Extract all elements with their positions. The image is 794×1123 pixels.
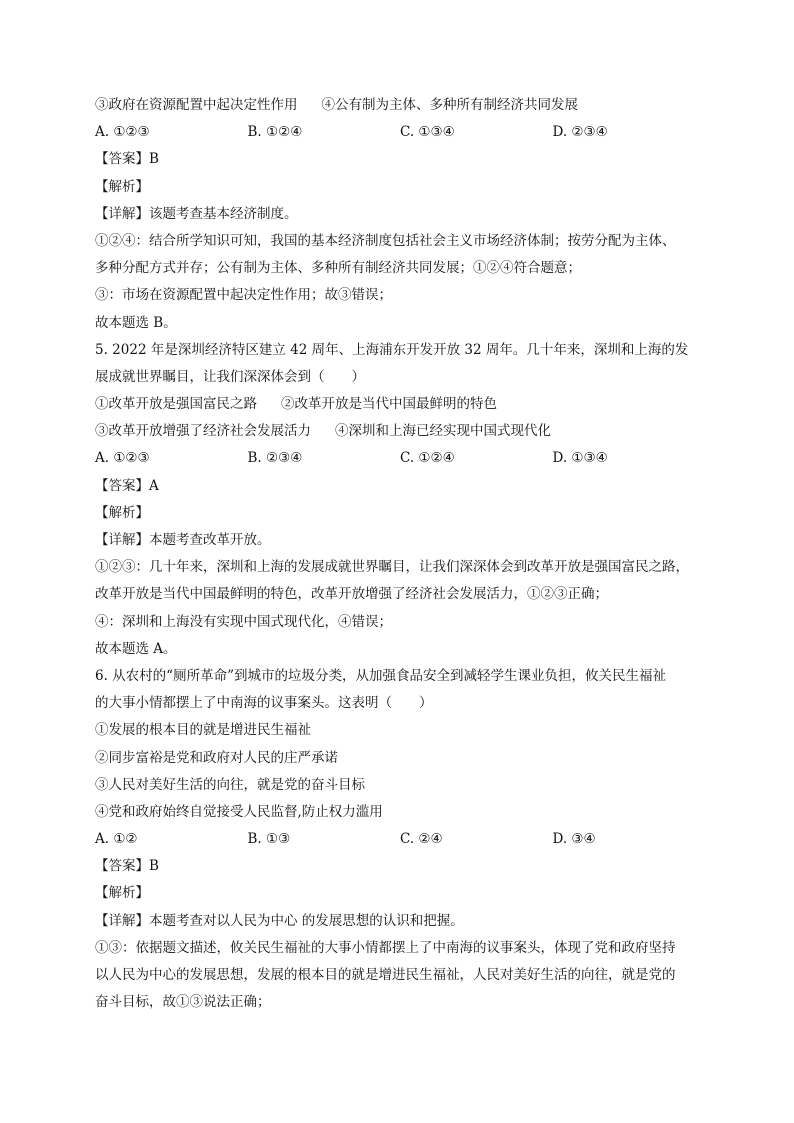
q5-statement-1: ①改革开放是强国富民之路 — [95, 396, 257, 413]
q5-option-c: C. ①②④ — [400, 450, 455, 467]
document-page — [95, 92, 705, 1016]
q4-statements-row — [95, 92, 705, 119]
q4-option-b: B. ①②④ — [247, 124, 303, 141]
q5-option-a: A. ①②③ — [95, 450, 150, 467]
q5-explanation-line: ④：深圳和上海没有实现中国式现代化，④错误； — [95, 613, 392, 630]
q4-explanation-line: ①②④：结合所学知识可知，我国的基本经济制度包括社会主义市场经济体制；按劳分配为主体、 — [95, 232, 676, 249]
q6-stem: 的大事小情都摆上了中南海的议事案头。这表明（ ） — [95, 695, 433, 712]
q5-options — [95, 445, 705, 472]
q4-answer: 【答案】B — [95, 151, 159, 168]
q6-option-c: C. ②④ — [400, 831, 443, 848]
q5-option-d: D. ①③④ — [552, 450, 608, 467]
q6-explanation-line: ①③：依据题文描述，攸关民生福祉的大事小情都摆上了中南海的议事案头，体现了党和政府坚持 — [95, 939, 676, 956]
q4-conclusion: 故本题选 B。 — [95, 314, 177, 331]
q6-statement-2: ②同步富裕是党和政府对人民的庄严承诺 — [95, 749, 338, 766]
q5-stem: 5. 2022 年是深圳经济特区建立 42 周年、上海浦东开发开放 32 周年。几十年来，深圳和上海的发 — [95, 341, 689, 358]
q5-conclusion: 故本题选 A。 — [95, 640, 177, 657]
q6-explanation-line: 以人民为中心的发展思想，发展的根本目的就是增进民生福祉，人民对美好生活的向往，就是党的 — [95, 967, 676, 983]
q4-option-a: A. ①②③ — [95, 124, 150, 141]
q5-explanation-line: 改革开放是当代中国最鲜明的特色，改革开放增强了经济社会发展活力，①②③正确； — [95, 586, 608, 603]
q5-option-b: B. ②③④ — [247, 450, 303, 467]
q4-statement-4: ④公有制为主体、多种所有制经济共同发展 — [321, 97, 578, 113]
q4-statement-3: ③政府在资源配置中起决定性作用 — [95, 97, 298, 113]
q6-option-a: A. ①② — [95, 831, 138, 848]
q4-explanation-line: 多种分配方式并存；公有制为主体、多种所有制经济共同发展；①②④符合题意； — [95, 260, 581, 277]
q6-explanation-line: 奋斗目标，故①③说法正确； — [95, 994, 271, 1011]
q6-option-b: B. ①③ — [247, 831, 291, 848]
q6-options — [95, 826, 705, 853]
q6-detail: 【详解】本题考查对以人民为中心 的发展思想的认识和把握。 — [95, 912, 464, 929]
q6-statement-4: ④党和政府始终自觉接受人民监督,防止权力滥用 — [95, 803, 383, 820]
q5-statements-row — [95, 391, 705, 418]
q6-statement-3: ③人民对美好生活的向往，就是党的奋斗目标 — [95, 776, 365, 793]
q6-answer: 【答案】B — [95, 858, 159, 875]
q4-options — [95, 119, 705, 146]
q5-answer: 【答案】A — [95, 477, 159, 494]
q5-analysis-title: 【解析】 — [95, 504, 149, 521]
q5-stem: 展成就世界瞩目，让我们深深体会到（ ） — [95, 368, 365, 385]
q5-statement-3: ③改革开放增强了经济社会发展活力 — [95, 423, 311, 440]
q5-detail: 【详解】本题考查改革开放。 — [95, 532, 271, 548]
q4-option-d: D. ②③④ — [552, 124, 608, 141]
q5-statement-4: ④深圳和上海已经实现中国式现代化 — [335, 423, 551, 440]
q4-detail: 【详解】该题考查基本经济制度。 — [95, 205, 298, 222]
q4-option-c: C. ①③④ — [400, 124, 455, 141]
q4-analysis-title: 【解析】 — [95, 178, 149, 195]
q4-explanation-line: ③：市场在资源配置中起决定性作用；故③错误； — [95, 287, 392, 304]
q6-statement-1: ①发展的根本目的就是增进民生福祉 — [95, 722, 311, 739]
q5-statement-2: ②改革开放是当代中国最鲜明的特色 — [281, 396, 497, 413]
q5-statements-row — [95, 418, 705, 445]
q6-option-d: D. ③④ — [552, 831, 596, 848]
q6-stem: 6. 从农村的“厕所革命”到城市的垃圾分类，从加强食品安全到减轻学生课业负担，攸关民生福祉 — [95, 667, 666, 684]
q5-explanation-line: ①②③：几十年来，深圳和上海的发展成就世界瞩目，让我们深深体会到改革开放是强国富民之路， — [95, 559, 689, 576]
q6-analysis-title: 【解析】 — [95, 885, 149, 902]
